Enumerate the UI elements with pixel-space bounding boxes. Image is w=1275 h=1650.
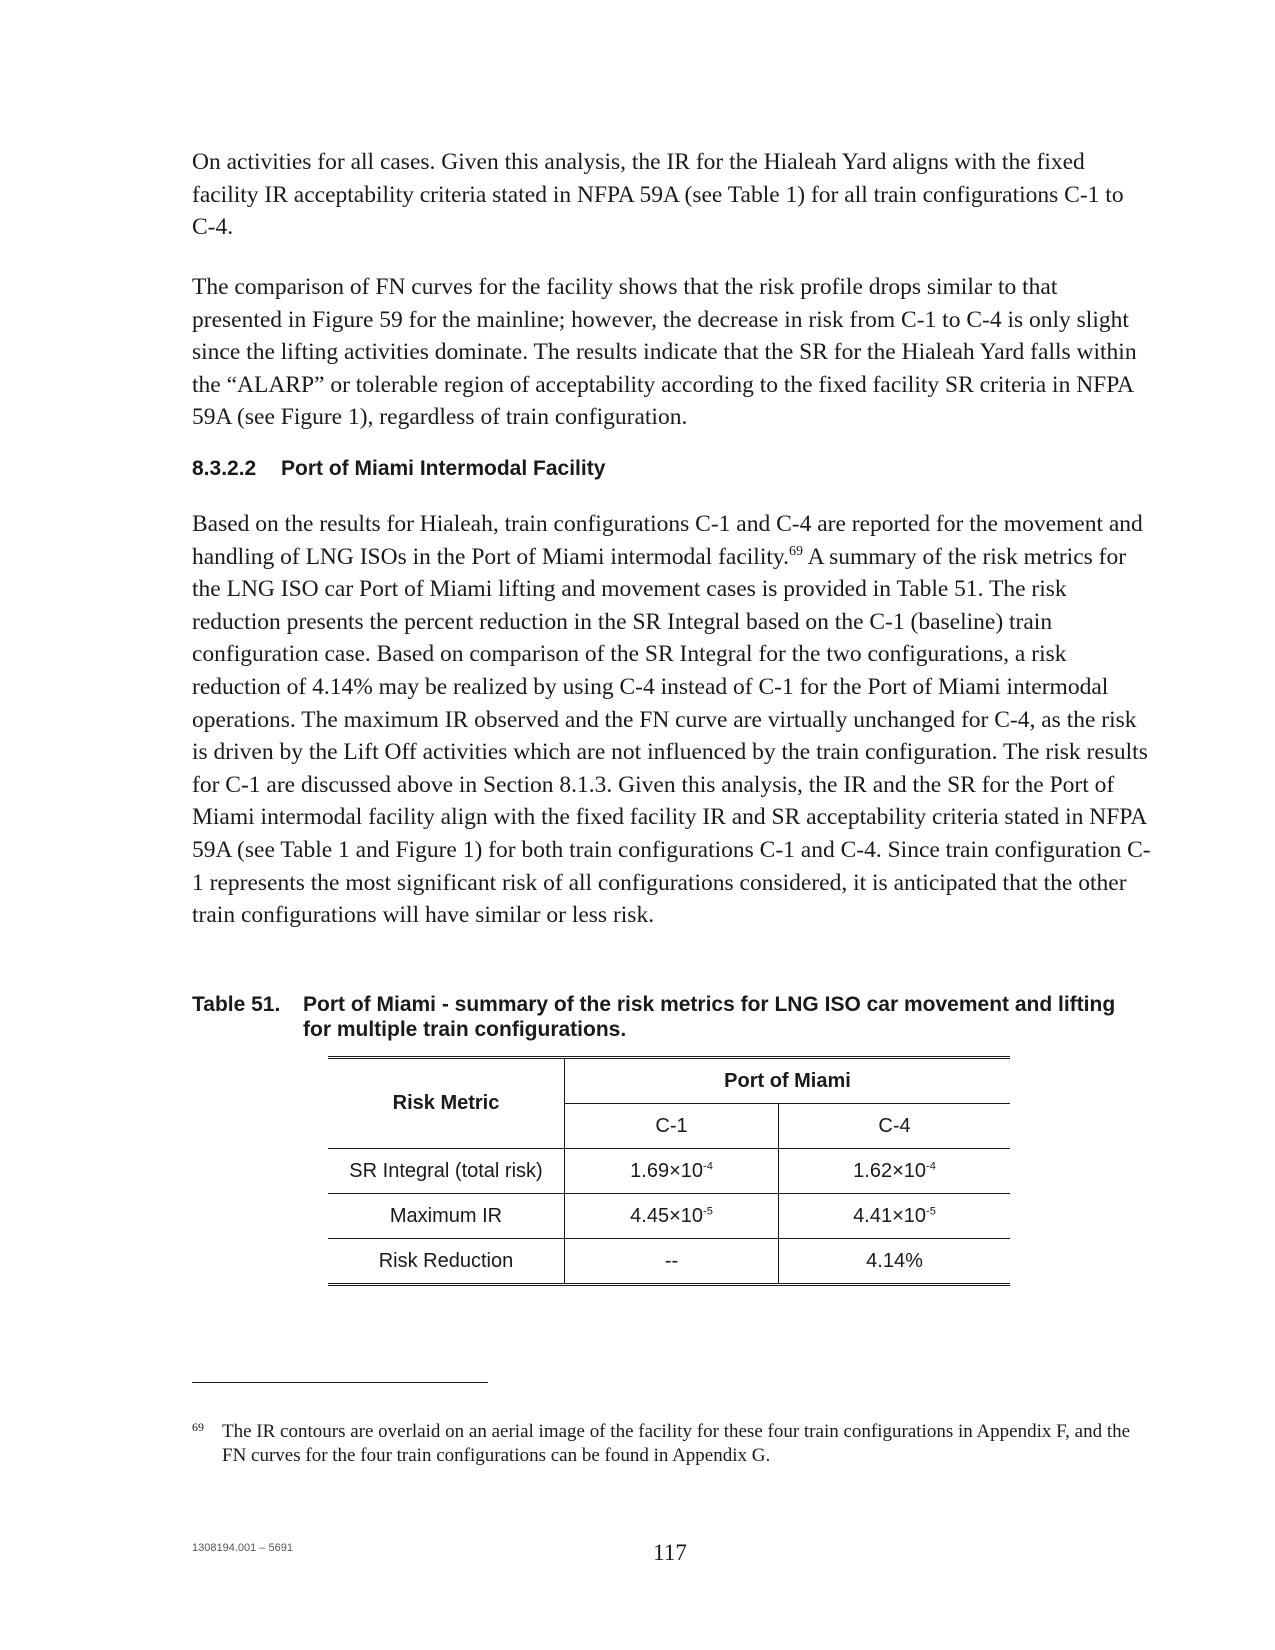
footnote-reference[interactable]: 69	[788, 543, 803, 559]
body-paragraph	[192, 508, 1152, 932]
cell-c4: $4.41\times 10^{-5}$	[779, 1194, 1011, 1239]
footnote	[192, 1420, 1152, 1467]
footnote-mark: 69	[192, 1420, 204, 1434]
cell-c1: $4.45\times 10^{-5}$	[565, 1194, 779, 1239]
row-metric: Maximum IR	[328, 1194, 565, 1239]
risk-metrics-table	[328, 1056, 1010, 1286]
header-risk-metric: Risk Metric	[392, 1092, 500, 1114]
header-c1: C-1	[565, 1104, 779, 1149]
table-caption-text: Port of Miami - summary of the risk metrics for LNG ISO car movement and lifting for multiple train configurations.	[303, 993, 1116, 1041]
row-metric: SR Integral (total risk)	[328, 1149, 565, 1194]
header-c4: C-4	[779, 1104, 1011, 1149]
page-number: 117	[653, 1540, 687, 1565]
table-row	[328, 1239, 1010, 1285]
paragraph-text: Based on the results for Hialeah, train configurations C-1 and C-4 are reported for the movement and handling of LNG ISOs in the Port of Miami intermodal facility.	[192, 511, 1143, 570]
table-row	[328, 1194, 1010, 1239]
header-port-of-miami: Port of Miami	[565, 1058, 1011, 1104]
row-metric: Risk Reduction	[328, 1239, 565, 1285]
cell-c1: --	[565, 1239, 779, 1285]
footnote-text: The IR contours are overlaid on an aerial image of the facility for these four train configurations in Appendix F, and the FN curves for the four train configurations can be found in Appendix G.	[222, 1421, 1131, 1466]
cell-c4: $1.62\times 10^{-4}$	[779, 1149, 1011, 1194]
cell-c1: $1.69\times 10^{-4}$	[565, 1149, 779, 1194]
table-caption-label: Table 51.	[192, 993, 281, 1016]
paragraph-text: A summary of the risk metrics for the LNG ISO car Port of Miami lifting and movement cases is provided in Table 51. The risk reduction presents the percent reduction in the SR Integral based on the C-1 (baseline) train configuration case. Based on comparison of the SR Integral for the two configurations, a risk reduction of 4.14% may be realized by using C-4 instead of C-1 for the Port of Miami intermodal operations. The maximum IR observed and the FN curve are virtually unchanged for C-4, as the risk is driven by the Lift Off activities which are not influenced by the train configuration. The risk results for C-1 are discussed above in Section 8.1.3. Given this analysis, the IR and the SR for the Port of Miami intermodal facility align with the fixed facility IR and SR acceptability criteria stated in NFPA 59A (see Table 1 and Figure 1) for both train configurations C-1 and C-4. Since train configuration C-1 represents the most significant risk of all configurations considered, it is anticipated that the other train configurations will have similar or less risk.	[192, 543, 1151, 929]
document-id: 1308194.001 – 5691	[192, 1542, 293, 1554]
section-title: Port of Miami Intermodal Facility	[281, 457, 606, 480]
body-paragraph: The comparison of FN curves for the facility shows that the risk profile drops similar to that presented in Figure 59 for the mainline; however, the decrease in risk from C-1 to C-4 is only slight since the lifting activities dominate. The results indicate that the SR for the Hialeah Yard falls within the “ALARP” or tolerable region of acceptability according to the fixed facility SR criteria in NFPA 59A (see Figure 1), regardless of train configuration.	[192, 274, 1137, 431]
section-heading	[192, 457, 605, 481]
cell-c4: 4.14%	[779, 1239, 1011, 1285]
table-row	[328, 1149, 1010, 1194]
footnote-separator	[192, 1382, 488, 1383]
body-paragraph: On activities for all cases. Given this analysis, the IR for the Hialeah Yard aligns with the fixed facility IR acceptability criteria stated in NFPA 59A (see Table 1) for all train configurations C-1 to C-4.	[192, 149, 1124, 241]
table-header-row	[328, 1058, 1010, 1104]
section-number: 8.3.2.2	[192, 457, 257, 480]
